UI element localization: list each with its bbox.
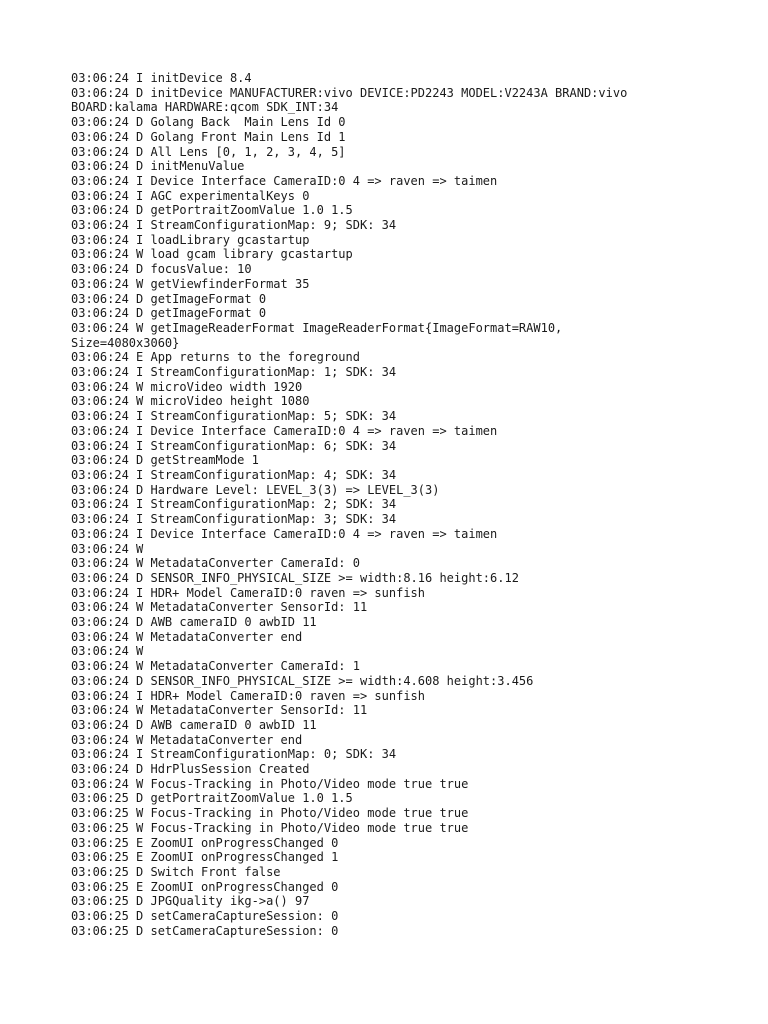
log-line: 03:06:25 E ZoomUI onProgressChanged 0: [71, 879, 339, 894]
log-line: 03:06:24 D SENSOR_INFO_PHYSICAL_SIZE >= width:4.608 height:3.456: [71, 673, 534, 688]
log-line: 03:06:24 W MetadataConverter SensorId: 11: [71, 703, 368, 718]
log-line: 03:06:24 D getStreamMode 1: [71, 453, 259, 468]
log-output: [71, 71, 751, 938]
log-line: 03:06:24 W getViewfinderFormat 35: [71, 276, 310, 291]
log-line: 03:06:24 I HDR+ Model CameraID:0 raven => sunfish: [71, 585, 426, 600]
log-line: 03:06:24 D getImageFormat 0: [71, 306, 267, 321]
log-line: 03:06:24 D Golang Back Main Lens Id 0: [71, 115, 346, 130]
log-line: 03:06:25 W Focus-Tracking in Photo/Video mode true true: [71, 820, 469, 835]
log-line: 03:06:24 I AGC experimentalKeys 0: [71, 188, 310, 203]
log-line: 03:06:24 I StreamConfigurationMap: 6; SDK: 34: [71, 438, 397, 453]
log-line: 03:06:24 D AWB cameraID 0 awbID 11: [71, 615, 317, 630]
log-line: 03:06:24 D initMenuValue: [71, 159, 245, 174]
log-line: 03:06:25 D getPortraitZoomValue 1.0 1.5: [71, 791, 353, 806]
log-line: 03:06:24 D SENSOR_INFO_PHYSICAL_SIZE >= width:8.16 height:6.12: [71, 570, 519, 585]
log-line: 03:06:24 D Hardware Level: LEVEL_3(3) => LEVEL_3(3): [71, 482, 440, 497]
log-line: 03:06:24 W MetadataConverter SensorId: 11: [71, 600, 368, 615]
log-line: 03:06:24 I StreamConfigurationMap: 3; SDK: 34: [71, 512, 397, 527]
log-line: 03:06:24 I StreamConfigurationMap: 1; SDK: 34: [71, 365, 397, 380]
log-line: 03:06:24 W MetadataConverter end: [71, 732, 303, 747]
log-line: 03:06:24 D All Lens [0, 1, 2, 3, 4, 5]: [71, 144, 346, 159]
log-line: 03:06:24 D focusValue: 10: [71, 262, 252, 277]
log-line: 03:06:24 I Device Interface CameraID:0 4 => raven => taimen: [71, 423, 498, 438]
log-line: 03:06:24 I Device Interface CameraID:0 4 => raven => taimen: [71, 526, 498, 541]
log-line: 03:06:24 W MetadataConverter CameraId: 1: [71, 659, 360, 674]
log-line: 03:06:25 E ZoomUI onProgressChanged 0: [71, 835, 339, 850]
log-line: 03:06:25 D JPGQuality ikg->a() 97: [71, 894, 310, 909]
log-line: 03:06:24 W: [71, 644, 144, 659]
log-line: 03:06:24 I loadLibrary gcastartup: [71, 232, 310, 247]
log-line: 03:06:24 I StreamConfigurationMap: 4; SDK: 34: [71, 467, 397, 482]
log-line: 03:06:25 E ZoomUI onProgressChanged 1: [71, 850, 339, 865]
log-line: 03:06:24 W: [71, 541, 144, 556]
log-line: 03:06:24 D AWB cameraID 0 awbID 11: [71, 717, 317, 732]
log-line: BOARD:kalama HARDWARE:qcom SDK_INT:34: [71, 100, 339, 115]
log-line: 03:06:24 I initDevice 8.4: [71, 71, 252, 85]
log-line: 03:06:24 I StreamConfigurationMap: 0; SDK: 34: [71, 747, 397, 762]
log-line: 03:06:24 D HdrPlusSession Created: [71, 762, 310, 777]
log-line: 03:06:24 W getImageReaderFormat ImageReaderFormat{ImageFormat=RAW10,: [71, 320, 563, 335]
log-line: 03:06:25 D setCameraCaptureSession: 0: [71, 909, 339, 924]
log-line: 03:06:24 D getPortraitZoomValue 1.0 1.5: [71, 203, 353, 218]
log-line: 03:06:25 D setCameraCaptureSession: 0: [71, 923, 339, 938]
log-line: 03:06:24 W microVideo height 1080: [71, 394, 310, 409]
log-line: 03:06:25 W Focus-Tracking in Photo/Video mode true true: [71, 806, 469, 821]
log-line: 03:06:24 W MetadataConverter CameraId: 0: [71, 556, 360, 571]
log-line: 03:06:24 I HDR+ Model CameraID:0 raven => sunfish: [71, 688, 426, 703]
log-line: 03:06:25 D Switch Front false: [71, 864, 281, 879]
log-line: 03:06:24 D initDevice MANUFACTURER:vivo DEVICE:PD2243 MODEL:V2243A BRAND:vivo: [71, 85, 628, 100]
log-line: 03:06:24 D getImageFormat 0: [71, 291, 267, 306]
log-line: 03:06:24 I StreamConfigurationMap: 5; SDK: 34: [71, 409, 397, 424]
log-line: 03:06:24 W microVideo width 1920: [71, 379, 303, 394]
log-line: 03:06:24 D Golang Front Main Lens Id 1: [71, 129, 346, 144]
log-line: 03:06:24 I StreamConfigurationMap: 2; SDK: 34: [71, 497, 397, 512]
log-line: 03:06:24 I Device Interface CameraID:0 4 => raven => taimen: [71, 173, 498, 188]
log-line: 03:06:24 W MetadataConverter end: [71, 629, 303, 644]
log-line: 03:06:24 W load gcam library gcastartup: [71, 247, 353, 262]
log-line: 03:06:24 I StreamConfigurationMap: 9; SDK: 34: [71, 218, 397, 233]
log-line: 03:06:24 E App returns to the foreground: [71, 350, 360, 365]
log-line: 03:06:24 W Focus-Tracking in Photo/Video mode true true: [71, 776, 469, 791]
log-line: Size=4080x3060}: [71, 335, 180, 350]
